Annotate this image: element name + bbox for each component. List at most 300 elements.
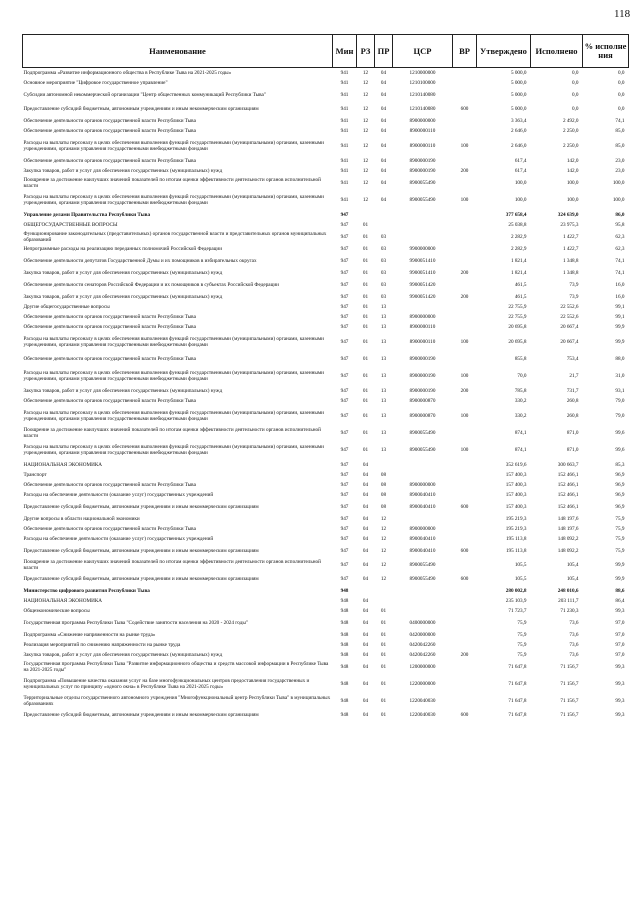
row-vr <box>453 490 477 500</box>
row-approved: 75,9 <box>517 620 527 626</box>
row-vr <box>453 278 477 292</box>
row-approved: 100,0 <box>514 180 527 186</box>
row-rz: 04 <box>362 548 369 554</box>
row-min: 948 <box>340 620 349 626</box>
row-percent: 62,3 <box>615 246 625 252</box>
row-pr: 01 <box>380 664 387 670</box>
row-csr <box>393 470 453 480</box>
row-min: 947 <box>340 282 349 288</box>
row-approved: 75,9 <box>517 652 527 658</box>
row-min: 947 <box>340 526 349 532</box>
table-row <box>23 674 629 694</box>
row-csr: 8900000190 <box>409 158 436 164</box>
row-vr <box>453 524 477 534</box>
row-vr <box>453 322 477 332</box>
row-percent: 99,3 <box>615 681 625 687</box>
row-csr: 9900051420 <box>409 282 436 288</box>
row-csr: 8900055490 <box>409 447 436 453</box>
row-rz: 12 <box>362 80 369 86</box>
row-percent: 99,1 <box>615 314 625 320</box>
row-csr: 0420042260 <box>409 642 436 648</box>
table-body <box>23 68 629 723</box>
row-rz: 12 <box>362 70 369 76</box>
row-percent: 99,9 <box>615 576 625 582</box>
row-executed: 1 348,8 <box>562 270 579 276</box>
row-percent: 99,9 <box>615 324 625 330</box>
row-approved: 20 695,8 <box>508 339 527 345</box>
row-approved: 5 000,0 <box>510 92 527 98</box>
row-name: Обеспечение деятельности органов государственной власти Республики Тыва <box>23 128 196 134</box>
row-vr: 600 <box>460 712 469 718</box>
row-approved: 70,0 <box>517 373 527 379</box>
row-approved: 1 821,4 <box>510 270 527 276</box>
row-pr: 04 <box>380 106 387 112</box>
row-min: 947 <box>340 462 349 468</box>
row-rz: 01 <box>362 388 369 394</box>
row-csr: 0400000000 <box>409 620 436 626</box>
row-approved: 157 400,3 <box>505 492 527 498</box>
row-min: 947 <box>340 314 349 320</box>
row-rz: 04 <box>362 562 369 568</box>
row-percent: 16,0 <box>615 294 625 300</box>
row-min: 947 <box>340 562 349 568</box>
row-percent: 0,0 <box>618 106 625 112</box>
row-approved: 377 658,4 <box>505 212 527 218</box>
row-vr <box>453 616 477 630</box>
row-name: Территориальные отделы государственного автономного учреждения "Многофункциональный центр Республики Тыва" в муниципальных образованиях <box>23 695 331 707</box>
row-percent: 96,9 <box>615 482 625 488</box>
row-executed: 73,9 <box>569 294 579 300</box>
row-vr <box>453 156 477 166</box>
row-percent: 23,0 <box>615 168 625 174</box>
row-name: Непрограммные расходы на реализацию переданных полномочий Российской Федерации <box>23 246 222 252</box>
row-rz: 12 <box>362 128 369 134</box>
row-min: 941 <box>340 128 349 134</box>
row-percent: 85,3 <box>615 462 625 468</box>
row-pr: 04 <box>380 158 387 164</box>
row-vr <box>453 460 477 470</box>
row-approved: 2 282,9 <box>510 246 527 252</box>
row-csr: 9900051410 <box>409 258 436 264</box>
row-vr <box>453 660 477 674</box>
row-approved: 105,5 <box>514 562 527 568</box>
row-pr: 13 <box>380 314 387 320</box>
table-row <box>23 586 629 596</box>
row-min: 941 <box>340 180 349 186</box>
row-approved: 874,1 <box>514 430 527 436</box>
row-csr: 8900000870 <box>409 398 436 404</box>
row-min: 947 <box>340 504 349 510</box>
row-rz: 12 <box>362 158 369 164</box>
row-percent: 31,0 <box>615 373 625 379</box>
row-rz: 04 <box>362 576 369 582</box>
row-approved: 195 219,3 <box>505 526 527 532</box>
table-row <box>23 322 629 332</box>
budget-execution-table <box>22 34 629 722</box>
table-row <box>23 166 629 176</box>
row-rz: 01 <box>362 339 369 345</box>
row-vr: 100 <box>460 413 469 419</box>
row-name: Закупка товаров, работ и услуг для обеспечения государственных (муниципальных) нужд <box>23 652 223 658</box>
row-pr: 12 <box>380 536 387 542</box>
row-percent: 75,9 <box>615 548 625 554</box>
row-name: Субсидии автономной некоммерческой организации "Центр общественных коммуникаций Республики Тыва" <box>23 92 266 98</box>
row-pr: 13 <box>380 447 387 453</box>
row-min: 941 <box>340 106 349 112</box>
row-rz: 04 <box>362 526 369 532</box>
row-pr <box>375 210 393 220</box>
row-pr: 13 <box>380 398 387 404</box>
row-pr: 08 <box>380 472 387 478</box>
row-csr <box>393 220 453 230</box>
row-executed: 71 156,7 <box>560 698 579 704</box>
row-executed: 753,4 <box>566 356 579 362</box>
row-csr: 1210100000 <box>409 80 436 86</box>
row-rz: 12 <box>362 143 369 149</box>
row-percent: 74,1 <box>615 258 625 264</box>
row-rz: 04 <box>362 598 369 604</box>
row-pr: 04 <box>380 168 387 174</box>
row-executed: 2 250,0 <box>562 128 579 134</box>
row-rz <box>357 586 375 596</box>
table-row <box>23 116 629 126</box>
row-min: 947 <box>340 270 349 276</box>
row-rz: 04 <box>362 712 369 718</box>
row-name: Реализация мероприятий по снижению напряженности на рынке труда <box>23 642 181 648</box>
row-vr <box>453 558 477 572</box>
row-pr: 04 <box>380 80 387 86</box>
row-name: Закупка товаров, работ и услуг для обеспечения государственных (муниципальных) нужд <box>23 270 223 276</box>
table-row <box>23 230 629 244</box>
row-pr: 08 <box>380 504 387 510</box>
row-vr: 200 <box>460 294 469 300</box>
row-percent: 100,0 <box>612 180 625 186</box>
row-name: Подпрограмма «Снижение напряженности на рынке труда» <box>23 632 156 638</box>
header-pr: ПР <box>375 35 393 68</box>
table-row <box>23 210 629 220</box>
row-pr <box>375 586 393 596</box>
row-vr <box>453 396 477 406</box>
table-row <box>23 332 629 352</box>
row-rz: 01 <box>362 447 369 453</box>
row-executed: 20 667,4 <box>560 324 579 330</box>
row-rz: 01 <box>362 304 369 310</box>
row-min: 947 <box>340 294 349 300</box>
row-executed: 148 092,2 <box>557 536 579 542</box>
row-approved: 71 647,8 <box>508 698 527 704</box>
row-executed: 260,8 <box>566 413 579 419</box>
row-approved: 157 400,3 <box>505 472 527 478</box>
row-name: Общеэкономические вопросы <box>23 608 90 614</box>
row-approved: 1 821,4 <box>510 258 527 264</box>
row-approved: 20 695,8 <box>508 324 527 330</box>
row-name: Обеспечение деятельности органов государственной власти Республики Тыва <box>23 118 196 124</box>
row-name: Расходы на выплаты персоналу в целях обеспечения выполнения функций государственными (муниципальными) органами, казенными учреждениями, органами управления государственными внебюджетными фондами <box>23 444 324 456</box>
row-pr: 03 <box>380 234 387 240</box>
row-percent: 88,6 <box>615 588 625 594</box>
table-row <box>23 606 629 616</box>
row-pr: 04 <box>380 197 387 203</box>
row-rz: 04 <box>362 536 369 542</box>
row-executed: 148 197,6 <box>557 526 579 532</box>
row-csr: 8900000000 <box>409 526 436 532</box>
row-approved: 874,1 <box>514 447 527 453</box>
row-approved: 100,0 <box>514 197 527 203</box>
table-row <box>23 268 629 278</box>
row-approved: 105,5 <box>514 576 527 582</box>
table-header-row <box>23 35 629 68</box>
row-min: 947 <box>340 388 349 394</box>
row-executed: 22 552,6 <box>560 304 579 310</box>
row-rz: 04 <box>362 492 369 498</box>
row-csr: 8900040410 <box>409 504 436 510</box>
row-vr <box>453 534 477 544</box>
row-name: Закупка товаров, работ и услуг для обеспечения государственных (муниципальных) нужд <box>23 388 223 394</box>
row-name: Основное мероприятие "Цифровое государственное управление" <box>23 80 168 86</box>
row-rz: 01 <box>362 373 369 379</box>
row-executed: 0,0 <box>572 106 579 112</box>
row-executed: 105,4 <box>566 576 579 582</box>
row-pr: 01 <box>380 712 387 718</box>
row-vr <box>453 230 477 244</box>
row-rz: 01 <box>362 324 369 330</box>
row-vr: 100 <box>460 339 469 345</box>
row-pr: 12 <box>380 526 387 532</box>
table-row <box>23 126 629 136</box>
row-vr <box>453 88 477 102</box>
row-executed: 203 111,7 <box>558 598 579 604</box>
row-rz: 01 <box>362 282 369 288</box>
row-rz: 12 <box>362 197 369 203</box>
row-percent: 100,0 <box>612 197 625 203</box>
row-executed: 871,0 <box>566 430 579 436</box>
row-vr <box>453 220 477 230</box>
row-csr <box>393 514 453 524</box>
row-name: НАЦИОНАЛЬНАЯ ЭКОНОМИКА <box>23 462 103 468</box>
row-percent: 74,1 <box>615 118 625 124</box>
row-min: 947 <box>340 536 349 542</box>
row-min: 947 <box>340 339 349 345</box>
row-executed: 71 156,7 <box>560 664 579 670</box>
table-row <box>23 460 629 470</box>
row-rz: 12 <box>362 92 369 98</box>
table-row <box>23 292 629 302</box>
row-csr <box>393 596 453 606</box>
row-rz: 12 <box>362 168 369 174</box>
row-executed: 148 197,6 <box>557 516 579 522</box>
row-pr: 03 <box>380 294 387 300</box>
table-row <box>23 156 629 166</box>
row-percent: 99,3 <box>615 712 625 718</box>
row-approved: 280 002,8 <box>505 588 527 594</box>
row-min: 947 <box>340 398 349 404</box>
row-rz: 12 <box>362 106 369 112</box>
row-pr: 12 <box>380 516 387 522</box>
row-csr: 8900055490 <box>409 430 436 436</box>
row-approved: 195 113,8 <box>505 536 527 542</box>
row-executed: 2 492,0 <box>562 118 579 124</box>
row-name: Другие вопросы в области национальной экономики <box>23 516 140 522</box>
row-percent: 97,0 <box>615 652 625 658</box>
row-name: Закупка товаров, работ и услуг для обеспечения государственных (муниципальных) нужд <box>23 168 223 174</box>
row-percent: 86,4 <box>615 598 625 604</box>
row-approved: 2 646,0 <box>510 143 527 149</box>
row-rz: 04 <box>362 504 369 510</box>
row-percent: 23,0 <box>615 158 625 164</box>
row-vr: 600 <box>460 504 469 510</box>
row-executed: 71 156,7 <box>560 712 579 718</box>
row-approved: 785,8 <box>514 388 527 394</box>
row-pr: 03 <box>380 246 387 252</box>
row-pr: 13 <box>380 373 387 379</box>
row-vr <box>453 352 477 366</box>
row-executed: 152 466,1 <box>557 504 579 510</box>
row-name: Расходы на выплаты персоналу в целях обеспечения выполнения функций государственными (муниципальными) органами, казенными учреждениями, органами управления государственными внебюджетными фондами <box>23 410 324 422</box>
row-name: Транспорт <box>23 472 47 478</box>
row-name: Подпрограмма «Развитие информационного общества в Республике Тыва на 2021-2025 годы» <box>23 70 232 76</box>
row-min: 947 <box>340 548 349 554</box>
header-min: Мин <box>333 35 357 68</box>
row-approved: 855,8 <box>514 356 527 362</box>
header-percent: % исполне ния <box>583 35 629 68</box>
table-row <box>23 514 629 524</box>
row-rz: 04 <box>362 472 369 478</box>
row-executed: 152 466,1 <box>557 482 579 488</box>
row-name: Поощрение за достижение наилучших значений показателей по итогам оценки эффективности деятельности органов исполнительной власти <box>23 427 321 439</box>
row-pr: 01 <box>380 632 387 638</box>
row-rz: 01 <box>362 294 369 300</box>
row-vr: 200 <box>460 652 469 658</box>
row-min: 948 <box>340 681 349 687</box>
row-min: 941 <box>340 70 349 76</box>
row-vr: 100 <box>460 447 469 453</box>
row-csr: 1220040030 <box>409 712 436 718</box>
row-executed: 21,7 <box>569 373 579 379</box>
row-csr: 8900000870 <box>409 413 436 419</box>
row-executed: 142,0 <box>566 158 579 164</box>
table-row <box>23 500 629 514</box>
table-row <box>23 660 629 674</box>
row-approved: 195 113,8 <box>505 548 527 554</box>
row-approved: 22 755,9 <box>508 304 527 310</box>
row-csr <box>393 302 453 312</box>
row-min: 947 <box>340 482 349 488</box>
row-min: 948 <box>340 608 349 614</box>
row-executed: 105,4 <box>566 562 579 568</box>
row-csr: 8900040410 <box>409 548 436 554</box>
row-executed: 73,9 <box>569 282 579 288</box>
row-name: Обеспечение деятельности органов государственной власти Республики Тыва <box>23 158 196 164</box>
row-vr <box>453 606 477 616</box>
row-min: 947 <box>340 258 349 264</box>
row-min: 941 <box>340 197 349 203</box>
row-pr: 13 <box>380 388 387 394</box>
row-name: Предоставление субсидий бюджетным, автономным учреждениям и иным некоммерческим организациям <box>23 712 259 718</box>
row-rz: 04 <box>362 698 369 704</box>
row-percent: 97,0 <box>615 632 625 638</box>
row-executed: 1 422,7 <box>562 234 579 240</box>
row-vr <box>453 470 477 480</box>
row-csr: 8900000110 <box>409 339 436 345</box>
row-name: Предоставление субсидий бюджетным, автономным учреждениям и иным некоммерческим организациям <box>23 504 259 510</box>
row-pr: 12 <box>380 576 387 582</box>
table-row <box>23 694 629 708</box>
row-executed: 248 010,6 <box>557 588 579 594</box>
row-pr: 13 <box>380 304 387 310</box>
row-csr: 8900000000 <box>409 482 436 488</box>
row-approved: 5 000,0 <box>510 70 527 76</box>
row-percent: 85,0 <box>615 128 625 134</box>
row-pr: 13 <box>380 324 387 330</box>
row-approved: 235 103,9 <box>505 598 527 604</box>
row-vr <box>453 78 477 88</box>
table-row <box>23 254 629 268</box>
row-pr: 08 <box>380 482 387 488</box>
row-rz: 04 <box>362 652 369 658</box>
row-min: 948 <box>340 588 349 594</box>
row-csr: 8900000110 <box>409 143 436 149</box>
row-name: Обеспечение деятельности органов государственной власти Республики Тыва <box>23 324 196 330</box>
row-approved: 5 000,0 <box>510 80 527 86</box>
row-name: Расходы на выплаты персоналу в целях обеспечения выполнения функций государственными (муниципальными) органами, казенными учреждениями, органами управления государственными внебюджетными фондами <box>23 140 324 152</box>
row-csr: 8900000190 <box>409 356 436 362</box>
row-pr: 04 <box>380 128 387 134</box>
row-min: 948 <box>340 642 349 648</box>
row-executed: 324 639,0 <box>557 212 579 218</box>
row-csr <box>393 460 453 470</box>
row-name: Расходы на выплаты персоналу в целях обеспечения выполнения функций государственными (муниципальными) органами, казенными учреждениями, органами управления государственными внебюджетными фондами <box>23 336 324 348</box>
row-min: 947 <box>340 472 349 478</box>
table-row <box>23 220 629 230</box>
row-csr: 8900000190 <box>409 168 436 174</box>
row-approved: 330,2 <box>514 398 527 404</box>
row-min: 941 <box>340 80 349 86</box>
row-vr <box>453 480 477 490</box>
row-pr <box>375 596 393 606</box>
row-pr: 12 <box>380 562 387 568</box>
row-rz: 01 <box>362 430 369 436</box>
row-name: Обеспечение деятельности сенаторов Российской Федерации и их помощников в субъектах Российской Федерации <box>23 282 279 288</box>
row-min: 947 <box>340 413 349 419</box>
row-min: 941 <box>340 143 349 149</box>
row-approved: 71 647,8 <box>508 681 527 687</box>
row-vr <box>453 640 477 650</box>
row-csr: 8900055490 <box>409 576 436 582</box>
table-row <box>23 490 629 500</box>
row-executed: 0,0 <box>572 92 579 98</box>
row-min: 948 <box>340 598 349 604</box>
table-row <box>23 386 629 396</box>
row-approved: 157 400,3 <box>505 504 527 510</box>
row-csr: 8900000190 <box>409 388 436 394</box>
row-vr: 200 <box>460 168 469 174</box>
table-row <box>23 366 629 386</box>
row-approved: 461,5 <box>514 282 527 288</box>
row-vr <box>453 244 477 254</box>
row-min: 941 <box>340 92 349 98</box>
row-vr: 100 <box>460 373 469 379</box>
row-min: 947 <box>340 492 349 498</box>
row-approved: 75,9 <box>517 632 527 638</box>
table-row <box>23 78 629 88</box>
row-min: 947 <box>340 356 349 362</box>
row-executed: 73,6 <box>569 652 579 658</box>
row-executed: 71 156,7 <box>560 681 579 687</box>
row-executed: 20 667,4 <box>560 339 579 345</box>
row-vr: 600 <box>460 548 469 554</box>
row-percent: 16,0 <box>615 282 625 288</box>
table-row <box>23 136 629 156</box>
